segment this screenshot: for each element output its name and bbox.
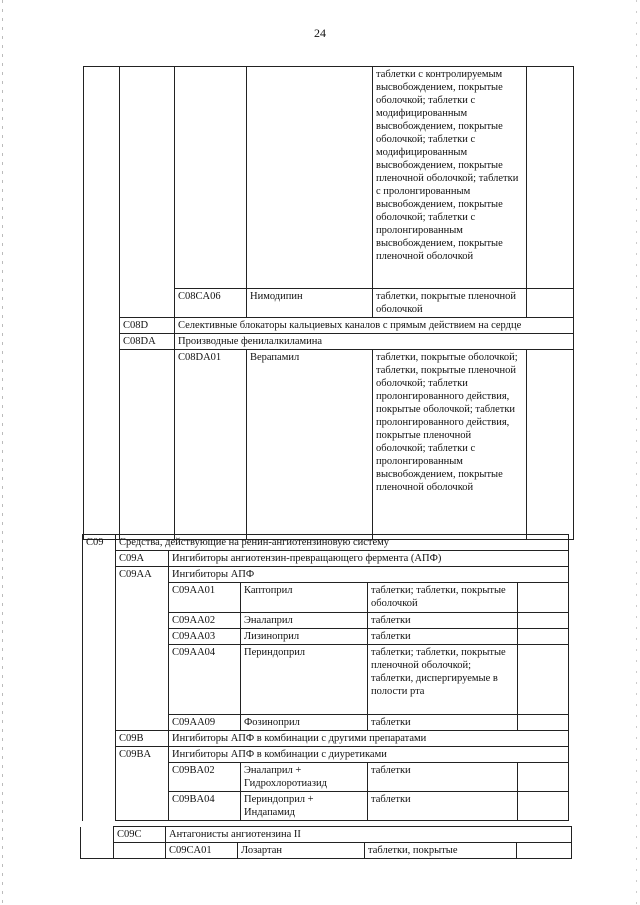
subgroup-code-cell: C09A [116, 551, 169, 567]
dosage-form-cell: таблетки [368, 715, 518, 731]
group-cell [83, 613, 116, 629]
group-cell [83, 629, 116, 645]
subgroup-cell [114, 843, 166, 859]
code-cell: C09BA04 [169, 792, 241, 821]
subgroup-name-cell: Ингибиторы АПФ в комбинации с другими препаратами [169, 731, 569, 747]
group-cell [83, 715, 116, 731]
group-cell [83, 731, 116, 747]
note-cell [517, 843, 572, 859]
group-cell [84, 350, 120, 540]
subgroup-cell [116, 715, 169, 731]
subgroup-cell [116, 792, 169, 821]
note-cell [518, 715, 569, 731]
subgroup-cell [120, 289, 175, 318]
dosage-form-cell: таблетки, покрытые [365, 843, 517, 859]
dosage-form-cell: таблетки с контролируемым высвобождением, покрытые оболочкой; таблетки с модифицированным высвобождением, покрытые оболочкой; таблетки с модифицированным высвобождением, покрытые пленочной оболочкой; таблетки с пролонгированным высвобождением, покрытые оболочкой; таблетки с пролонгированным высвобождением, покрытые пленочной оболочкой [373, 67, 527, 289]
group-cell [83, 583, 116, 613]
note-cell [527, 67, 574, 289]
code-cell: C09AA09 [169, 715, 241, 731]
drug-name-cell: Эналаприл [241, 613, 368, 629]
table-row [83, 731, 569, 747]
group-cell [83, 792, 116, 821]
drug-name-cell: Периндоприл [241, 645, 368, 715]
group-cell [84, 67, 120, 289]
subgroup-code-cell: C09B [116, 731, 169, 747]
dosage-form-cell: таблетки, покрытые оболочкой; таблетки, покрытые пленочной оболочкой; таблетки пролонгированного действия, покрытые оболочкой; таблетки пролонгированного действия, покрытые пленочной оболочкой; таблетки с пролонгированным высвобождением, покрытые пленочной оболочкой [373, 350, 527, 540]
table-row [83, 645, 569, 715]
code-cell: C08DA01 [175, 350, 247, 540]
scan-edge-left [2, 0, 3, 905]
subgroup-code-cell: C08D [120, 318, 175, 334]
note-cell [518, 763, 569, 792]
code-cell: C09BA02 [169, 763, 241, 792]
subgroup-cell [116, 763, 169, 792]
code-cell: C08CA06 [175, 289, 247, 318]
subgroup-code-cell: C09AA [116, 567, 169, 583]
drug-name-cell: Периндоприл + Индапамид [241, 792, 368, 821]
table-row [83, 535, 569, 551]
drug-name-cell: Верапамил [247, 350, 373, 540]
scan-edge-right [636, 0, 637, 905]
note-cell [518, 613, 569, 629]
subgroup-name-cell: Ингибиторы АПФ в комбинации с диуретиками [169, 747, 569, 763]
subgroup-name-cell: Селективные блокаторы кальциевых каналов с прямым действием на сердце [175, 318, 574, 334]
drug-name-cell: Лизиноприл [241, 629, 368, 645]
drug-name-cell: Эналаприл + Гидрохлоротиазид [241, 763, 368, 792]
group-cell [83, 551, 116, 567]
group-cell [83, 645, 116, 715]
table-row [84, 318, 574, 334]
subgroup-name-cell: Ингибиторы АПФ [169, 567, 569, 583]
drug-table-c08 [83, 66, 574, 540]
subgroup-code-cell: C09BA [116, 747, 169, 763]
table-row [83, 715, 569, 731]
subgroup-cell [116, 583, 169, 613]
drug-name-cell: Лозартан [238, 843, 365, 859]
dosage-form-cell: таблетки; таблетки, покрытые пленочной оболочкой; таблетки, диспергируемые в полости рта [368, 645, 518, 715]
dosage-form-cell: таблетки; таблетки, покрытые оболочкой [368, 583, 518, 613]
table-row [84, 289, 574, 318]
note-cell [518, 645, 569, 715]
table-row [83, 763, 569, 792]
code-cell: C09AA02 [169, 613, 241, 629]
group-name-cell: Средства, действующие на ренин-ангиотензиновую систему [116, 535, 569, 551]
table-row [83, 629, 569, 645]
group-code-cell: C09 [83, 535, 116, 551]
note-cell [518, 629, 569, 645]
subgroup-code-cell: C09C [114, 827, 166, 843]
table-row [83, 583, 569, 613]
code-cell [175, 67, 247, 289]
group-cell [81, 827, 114, 843]
group-cell [83, 567, 116, 583]
group-cell [84, 289, 120, 318]
table-row [84, 67, 574, 289]
table-row [83, 792, 569, 821]
subgroup-cell [116, 613, 169, 629]
subgroup-name-cell: Антагонисты ангиотензина II [166, 827, 572, 843]
page-number: 24 [314, 26, 326, 40]
drug-table-c09c [80, 826, 572, 859]
subgroup-code-cell: C08DA [120, 334, 175, 350]
group-cell [83, 747, 116, 763]
subgroup-name-cell: Производные фенилалкиламина [175, 334, 574, 350]
note-cell [527, 350, 574, 540]
table-row [83, 567, 569, 583]
dosage-form-cell: таблетки, покрытые пленочной оболочкой [373, 289, 527, 318]
note-cell [518, 792, 569, 821]
table-row [84, 350, 574, 540]
subgroup-cell [116, 629, 169, 645]
code-cell: C09CA01 [166, 843, 238, 859]
dosage-form-cell: таблетки [368, 629, 518, 645]
drug-name-cell [247, 67, 373, 289]
note-cell [518, 583, 569, 613]
dosage-form-cell: таблетки [368, 613, 518, 629]
code-cell: C09AA01 [169, 583, 241, 613]
subgroup-cell [120, 350, 175, 540]
code-cell: C09AA04 [169, 645, 241, 715]
drug-name-cell: Каптоприл [241, 583, 368, 613]
table-row [81, 843, 572, 859]
subgroup-cell [116, 645, 169, 715]
group-cell [83, 763, 116, 792]
dosage-form-cell: таблетки [368, 792, 518, 821]
table-row [83, 551, 569, 567]
group-cell [81, 843, 114, 859]
drug-table-c09 [82, 534, 569, 821]
dosage-form-cell: таблетки [368, 763, 518, 792]
group-cell [84, 334, 120, 350]
table-row [81, 827, 572, 843]
table-row [84, 334, 574, 350]
drug-name-cell: Нимодипин [247, 289, 373, 318]
drug-name-cell: Фозиноприл [241, 715, 368, 731]
code-cell: C09AA03 [169, 629, 241, 645]
note-cell [527, 289, 574, 318]
table-row [83, 613, 569, 629]
group-cell [84, 318, 120, 334]
table-row [83, 747, 569, 763]
subgroup-name-cell: Ингибиторы ангиотензин-превращающего фермента (АПФ) [169, 551, 569, 567]
subgroup-cell [120, 67, 175, 289]
